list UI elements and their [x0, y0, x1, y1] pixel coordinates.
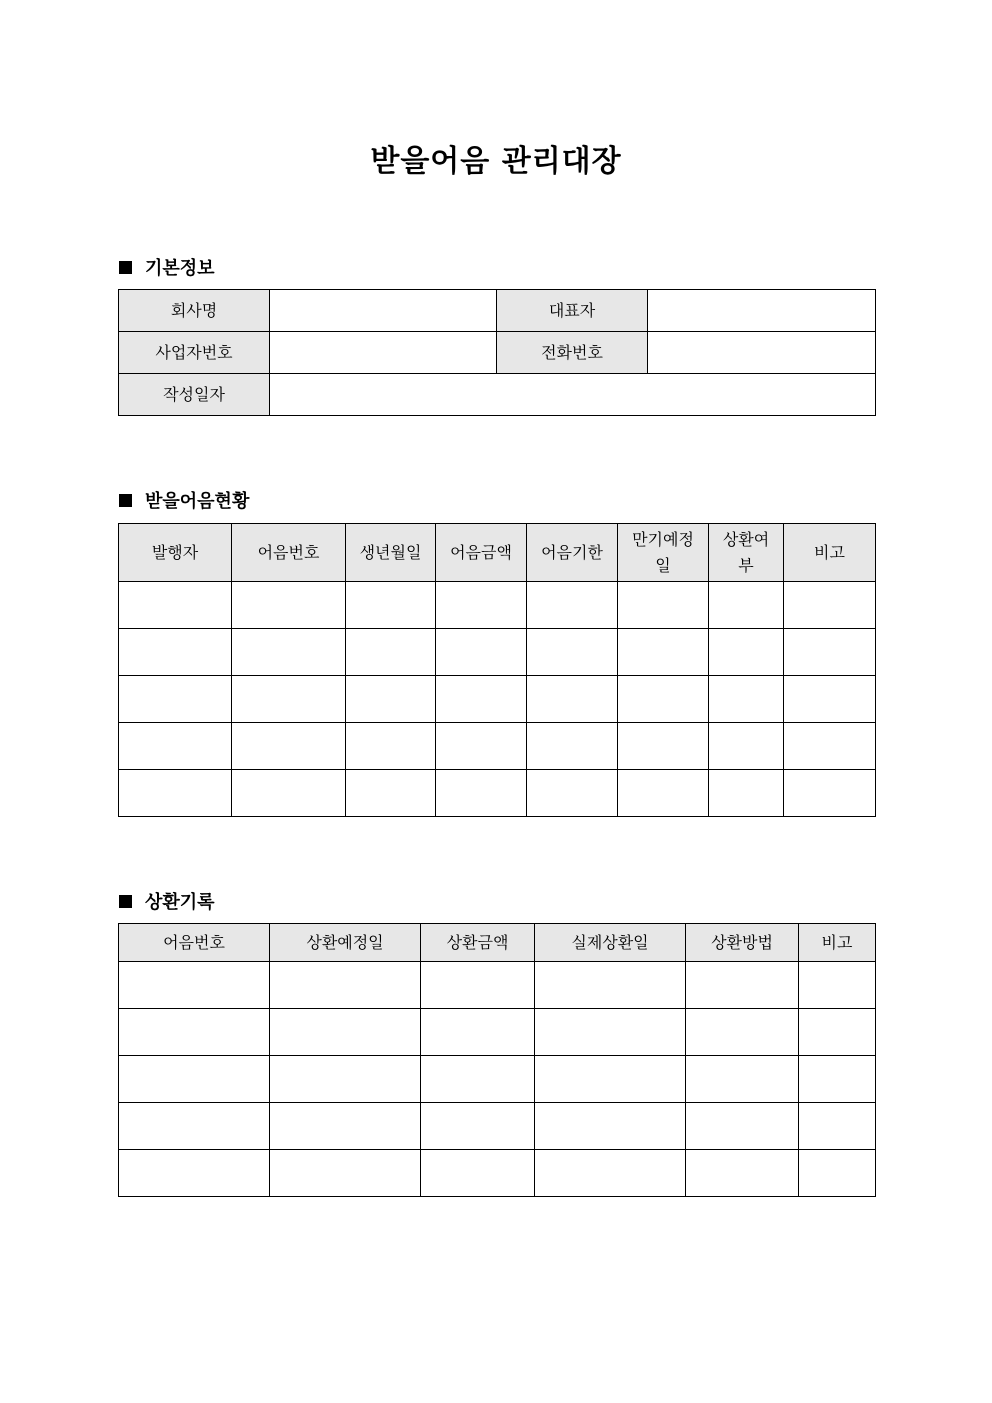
- table-cell[interactable]: [784, 676, 876, 723]
- date-field[interactable]: [270, 374, 876, 416]
- square-bullet-icon: [119, 494, 132, 507]
- status-table: [118, 523, 876, 817]
- table-cell[interactable]: [119, 1056, 270, 1103]
- table-cell[interactable]: [436, 582, 527, 629]
- company-label: 회사명: [119, 290, 270, 332]
- table-cell[interactable]: [527, 770, 618, 817]
- square-bullet-icon: [119, 261, 132, 274]
- table-cell[interactable]: [119, 1009, 270, 1056]
- repayment-table: [118, 923, 876, 1197]
- table-cell[interactable]: [421, 1103, 535, 1150]
- table-cell[interactable]: [421, 1056, 535, 1103]
- table-cell[interactable]: [784, 629, 876, 676]
- column-header: 상환방법: [686, 924, 799, 962]
- table-cell[interactable]: [618, 770, 709, 817]
- table-row: [119, 290, 876, 332]
- column-header: 상환여부: [709, 524, 784, 582]
- phone-label: 전화번호: [497, 332, 648, 374]
- table-cell[interactable]: [709, 582, 784, 629]
- table-cell[interactable]: [346, 582, 436, 629]
- basic-info-table: [118, 289, 876, 416]
- business-no-label: 사업자번호: [119, 332, 270, 374]
- table-cell[interactable]: [346, 770, 436, 817]
- table-cell[interactable]: [527, 723, 618, 770]
- table-cell[interactable]: [799, 1103, 876, 1150]
- table-cell[interactable]: [421, 962, 535, 1009]
- phone-field[interactable]: [648, 332, 876, 374]
- table-cell[interactable]: [270, 1009, 421, 1056]
- table-row: [119, 723, 876, 770]
- table-cell[interactable]: [232, 582, 346, 629]
- table-cell[interactable]: [119, 723, 232, 770]
- table-cell[interactable]: [232, 770, 346, 817]
- table-cell[interactable]: [346, 723, 436, 770]
- column-header: 실제상환일: [535, 924, 686, 962]
- table-row: [119, 629, 876, 676]
- ceo-field[interactable]: [648, 290, 876, 332]
- table-header-row: [119, 924, 876, 962]
- table-cell[interactable]: [436, 770, 527, 817]
- column-header: 발행자: [119, 524, 232, 582]
- section-heading-label: 상환기록: [145, 892, 215, 913]
- table-cell[interactable]: [709, 723, 784, 770]
- column-header: 어음기한: [527, 524, 618, 582]
- section-heading-label: 받을어음현황: [145, 491, 250, 512]
- table-cell[interactable]: [232, 629, 346, 676]
- table-cell[interactable]: [270, 1103, 421, 1150]
- table-cell[interactable]: [421, 1150, 535, 1197]
- column-header: 상환금액: [421, 924, 535, 962]
- table-cell[interactable]: [436, 629, 527, 676]
- table-row: [119, 676, 876, 723]
- table-cell[interactable]: [436, 723, 527, 770]
- column-header: 상환예정일: [270, 924, 421, 962]
- table-row: [119, 1103, 876, 1150]
- table-cell[interactable]: [270, 1056, 421, 1103]
- table-cell[interactable]: [686, 1150, 799, 1197]
- table-cell[interactable]: [686, 1056, 799, 1103]
- table-cell[interactable]: [799, 1009, 876, 1056]
- table-cell[interactable]: [686, 1103, 799, 1150]
- table-cell[interactable]: [686, 962, 799, 1009]
- column-header: 생년월일: [346, 524, 436, 582]
- table-cell[interactable]: [232, 723, 346, 770]
- table-cell[interactable]: [270, 962, 421, 1009]
- section-heading-basic-info: [119, 254, 215, 280]
- table-cell[interactable]: [618, 676, 709, 723]
- table-row: [119, 332, 876, 374]
- table-cell[interactable]: [527, 629, 618, 676]
- column-header: 어음금액: [436, 524, 527, 582]
- table-cell[interactable]: [799, 962, 876, 1009]
- table-cell[interactable]: [709, 770, 784, 817]
- table-cell[interactable]: [119, 770, 232, 817]
- table-cell[interactable]: [686, 1009, 799, 1056]
- table-cell[interactable]: [535, 1009, 686, 1056]
- table-cell[interactable]: [535, 1103, 686, 1150]
- column-header: 비고: [799, 924, 876, 962]
- table-cell[interactable]: [799, 1150, 876, 1197]
- table-cell[interactable]: [618, 629, 709, 676]
- column-header: 비고: [784, 524, 876, 582]
- table-cell[interactable]: [119, 962, 270, 1009]
- table-cell[interactable]: [784, 770, 876, 817]
- table-cell[interactable]: [709, 676, 784, 723]
- table-cell[interactable]: [270, 1150, 421, 1197]
- table-cell[interactable]: [119, 629, 232, 676]
- section-heading-repayment: [119, 888, 215, 914]
- table-cell[interactable]: [535, 1150, 686, 1197]
- table-cell[interactable]: [799, 1056, 876, 1103]
- column-header: 만기예정일: [618, 524, 709, 582]
- table-cell[interactable]: [527, 676, 618, 723]
- table-cell[interactable]: [119, 676, 232, 723]
- square-bullet-icon: [119, 895, 132, 908]
- business-no-field[interactable]: [270, 332, 497, 374]
- table-cell[interactable]: [535, 1056, 686, 1103]
- section-heading-label: 기본정보: [145, 258, 215, 279]
- section-heading-status: [119, 487, 249, 513]
- page-title: 받을어음 관리대장: [370, 144, 622, 179]
- table-cell[interactable]: [618, 582, 709, 629]
- table-header-row: [119, 524, 876, 582]
- table-cell[interactable]: [436, 676, 527, 723]
- table-row: [119, 1150, 876, 1197]
- table-cell[interactable]: [709, 629, 784, 676]
- table-cell[interactable]: [119, 1103, 270, 1150]
- company-field[interactable]: [270, 290, 497, 332]
- table-cell[interactable]: [346, 676, 436, 723]
- table-cell[interactable]: [119, 1150, 270, 1197]
- table-cell[interactable]: [232, 676, 346, 723]
- date-label: 작성일자: [119, 374, 270, 416]
- table-row: [119, 374, 876, 416]
- table-row: [119, 1009, 876, 1056]
- table-row: [119, 770, 876, 817]
- table-cell[interactable]: [784, 723, 876, 770]
- column-header: 어음번호: [119, 924, 270, 962]
- table-row: [119, 582, 876, 629]
- table-row: [119, 962, 876, 1009]
- table-cell[interactable]: [527, 582, 618, 629]
- table-cell[interactable]: [618, 723, 709, 770]
- table-row: [119, 1056, 876, 1103]
- table-cell[interactable]: [784, 582, 876, 629]
- ceo-label: 대표자: [497, 290, 648, 332]
- table-cell[interactable]: [421, 1009, 535, 1056]
- table-cell[interactable]: [535, 962, 686, 1009]
- column-header: 어음번호: [232, 524, 346, 582]
- table-cell[interactable]: [346, 629, 436, 676]
- table-cell[interactable]: [119, 582, 232, 629]
